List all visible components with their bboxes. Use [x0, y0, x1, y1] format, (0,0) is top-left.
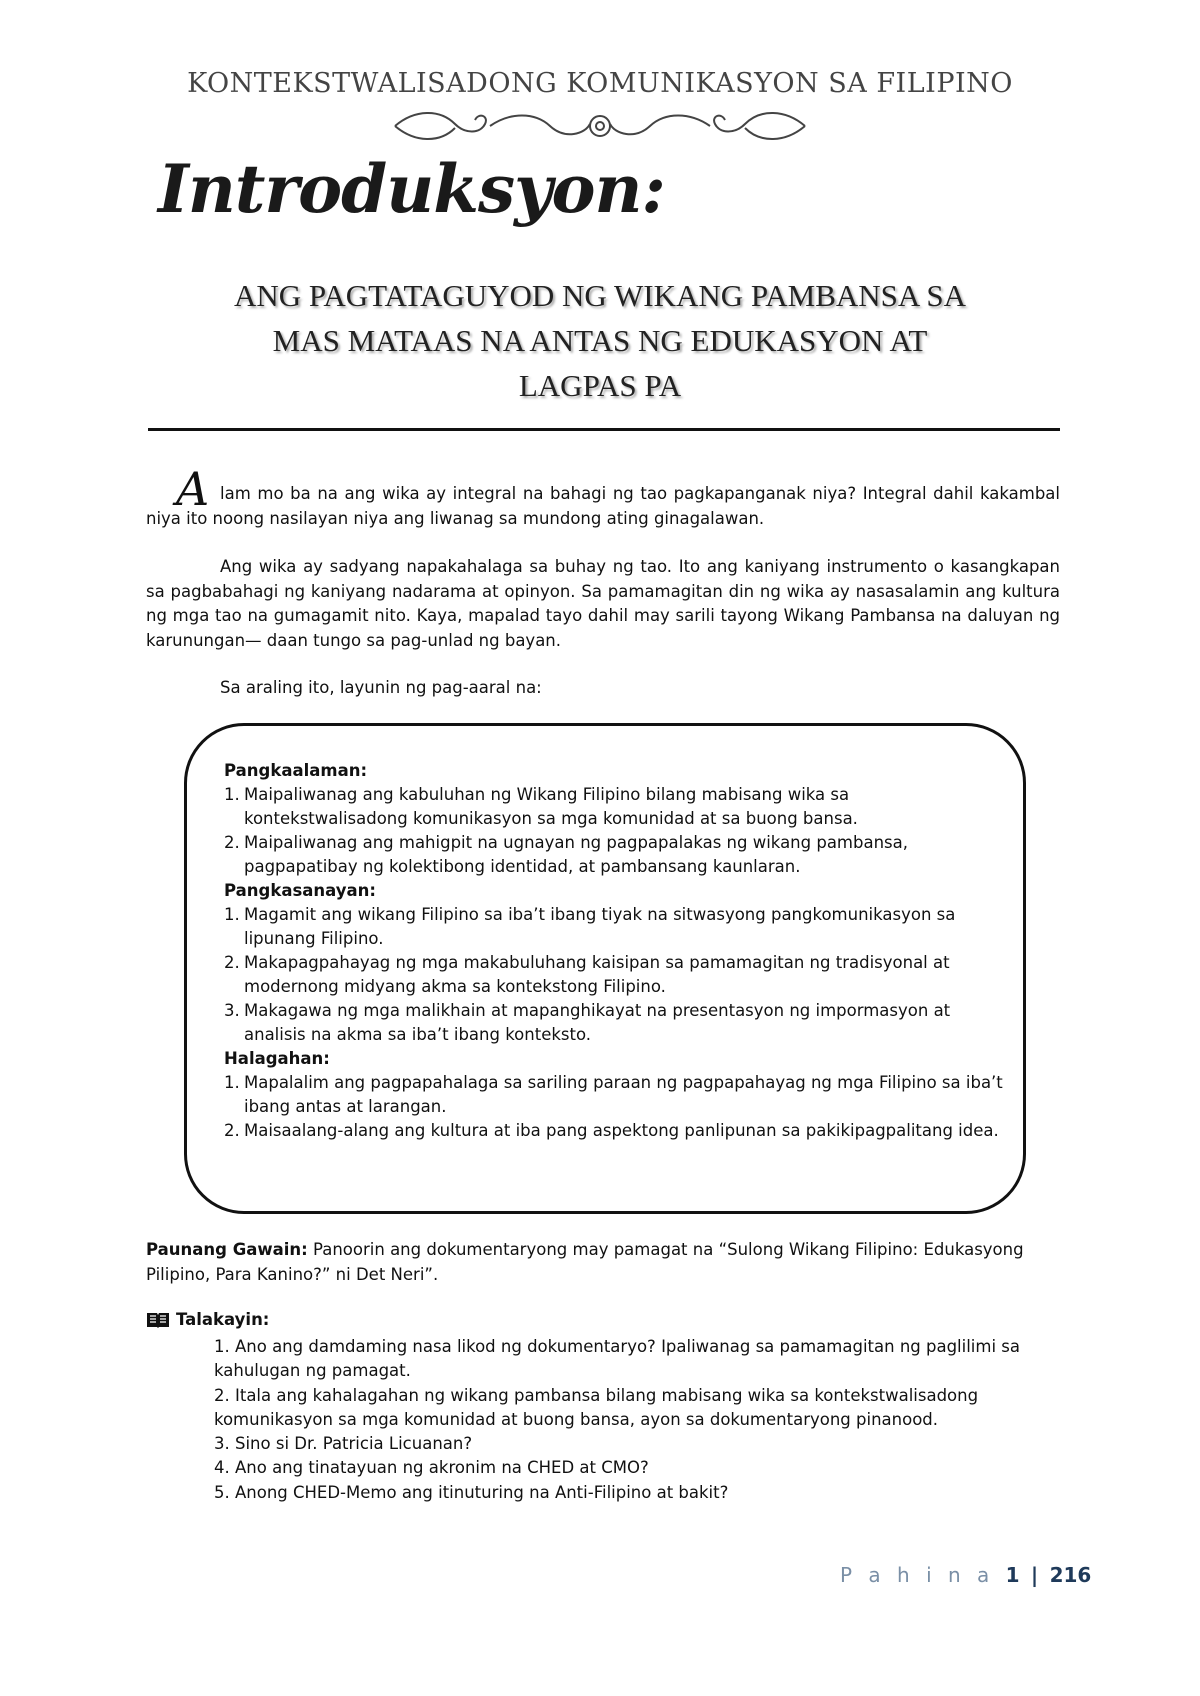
title-line-1: ANG PAGTATAGUYOD NG WIKANG PAMBANSA SA — [234, 278, 966, 313]
list-item — [224, 903, 1004, 951]
list-item — [224, 999, 1004, 1047]
objectives-list — [224, 759, 1004, 1143]
item-text: Maipaliwanag ang kabuluhan ng Wikang Filipino bilang mabisang wika sa kontekstwalisadong komunikasyon sa mga komunidad at sa buong bansa. — [244, 785, 858, 828]
activity-paragraph — [146, 1238, 1060, 1287]
objective-group-skills — [224, 879, 1004, 1047]
total-pages: 216 — [1049, 1563, 1092, 1587]
list-item — [224, 1119, 1004, 1143]
page-title — [130, 273, 1070, 408]
item-text: Maipaliwanag ang mahigpit na ugnayan ng pagpapalakas ng wikang pambansa, pagpapatibay ng kolektibong identidad, at pambansang kaunlaran. — [244, 833, 909, 876]
list-item: 5. Anong CHED-Memo ang itinuturing na Anti-Filipino at bakit? — [214, 1482, 729, 1502]
page-number: 1 — [1005, 1563, 1020, 1587]
title-line-3: LAGPAS PA — [518, 368, 682, 403]
list-item — [224, 951, 1004, 999]
discussion-list — [214, 1335, 1054, 1505]
item-number: 1. — [224, 785, 240, 804]
list-item: 4. Ano ang tinatayuan ng akronim na CHED at CMO? — [214, 1458, 649, 1478]
item-number: 1. — [224, 1073, 240, 1092]
intro-paragraph-3: Sa araling ito, layunin ng pag-aaral na: — [220, 678, 542, 697]
list-item — [224, 783, 1004, 831]
page-separator: | — [1030, 1563, 1039, 1587]
item-text: Magamit ang wikang Filipino sa iba’t ibang tiyak na sitwasyong pangkomunikasyon sa lipunang Filipino. — [244, 905, 956, 948]
intro-paragraph-2: Ang wika ay sadyang napakahalaga sa buhay ng tao. Ito ang kaniyang instrumento o kasangkapan sa pagbabahagi ng kaniyang nadarama at opinyon. Sa pamamagitan din ng wika ay nasasalamin ang kultura ng mga tao na gumagamit nito. Kaya, mapalad tayo dahil may sarili tayong Wikang Pambansa na daluyan ng karunungan— daan tungo sa pag-unlad ng bayan. — [146, 557, 1060, 650]
item-text: Maisaalang-alang ang kultura at iba pang aspektong panlipunan sa pakikipagpalitang idea. — [244, 1121, 999, 1140]
item-number: 2. — [224, 833, 240, 852]
activity-text: Panoorin ang dokumentaryong may pamagat na “Sulong Wikang Filipino: Edukasyong Pilipino, Para Kanino?” ni Det Neri”. — [146, 1240, 1024, 1284]
running-header: KONTEKSTWALISADONG KOMUNIKASYON SA FILIPINO — [187, 68, 1013, 99]
drop-cap: A — [176, 462, 210, 516]
objective-group-values — [224, 1047, 1004, 1143]
list-item — [224, 831, 1004, 879]
activity-label: Paunang Gawain: — [146, 1240, 308, 1259]
item-text: Mapalalim ang pagpapahalaga sa sariling paraan ng pagpapahayag ng mga Filipino sa iba’t ibang antas at larangan. — [244, 1073, 1003, 1116]
item-number: 2. — [224, 953, 240, 972]
page-word: P a h i n a — [840, 1563, 995, 1587]
objective-group-knowledge — [224, 759, 1004, 879]
item-number: 1. — [224, 905, 240, 924]
item-text: Makagawa ng mga malikhain at mapanghikayat na presentasyon ng impormasyon at analisis na akma sa iba’t ibang konteksto. — [244, 1001, 951, 1044]
section-heading: Introduksyon: — [158, 150, 665, 228]
list-item: 2. Itala ang kahalagahan ng wikang pambansa bilang mabisang wika sa kontekstwalisadong komunikasyon sa mga komunidad at buong bansa, ayon sa dokumentaryong pinanood. — [214, 1385, 979, 1429]
discussion-label: Talakayin: — [176, 1310, 270, 1329]
intro-paragraph-1: lam mo ba na ang wika ay integral na bahagi ng tao pagkapanganak niya? Integral dahil kakambal niya ito noong nasilayan niya ang liwanag sa mundong ating ginagalawan. — [146, 484, 1060, 528]
list-item: 3. Sino si Dr. Patricia Licuanan? — [214, 1434, 473, 1454]
list-item — [224, 1071, 1004, 1119]
ornament-divider — [385, 104, 815, 148]
item-number: 2. — [224, 1121, 240, 1140]
group-heading: Pangkasanayan: — [224, 881, 377, 900]
discussion-heading — [146, 1310, 269, 1329]
title-line-2: MAS MATAAS NA ANTAS NG EDUKASYON AT — [272, 323, 928, 358]
group-heading: Halagahan: — [224, 1049, 330, 1068]
group-heading: Pangkaalaman: — [224, 761, 368, 780]
item-number: 3. — [224, 1001, 240, 1020]
page-footer — [840, 1563, 1091, 1587]
item-text: Makapagpahayag ng mga makabuluhang kaisipan sa pamamagitan ng tradisyonal at modernong midyang akma sa kontekstong Filipino. — [244, 953, 950, 996]
book-icon — [146, 1311, 170, 1329]
list-item: 1. Ano ang damdaming nasa likod ng dokumentaryo? Ipaliwanag sa pamamagitan ng paglilimi sa kahulugan ng pamagat. — [214, 1337, 1021, 1381]
title-divider — [148, 428, 1060, 431]
